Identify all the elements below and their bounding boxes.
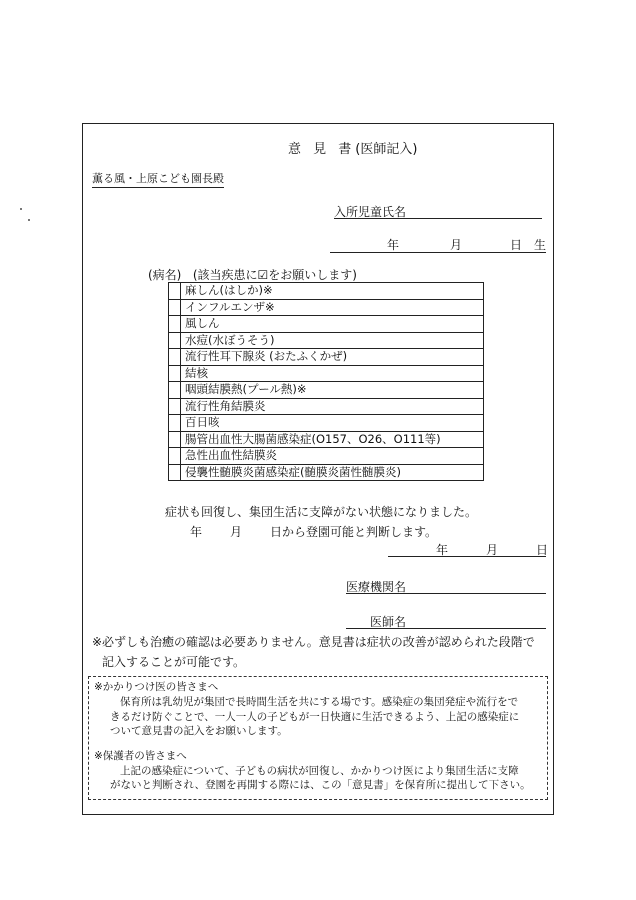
disease-checkbox[interactable] <box>169 464 181 481</box>
sign-day: 日 <box>536 543 549 557</box>
scan-dot <box>28 219 30 221</box>
scan-dot <box>20 208 22 210</box>
sign-month: 月 <box>486 543 499 557</box>
disease-row <box>169 332 484 349</box>
disease-row <box>169 382 484 399</box>
dob-line <box>330 252 546 253</box>
dob-suffix: 生 <box>534 238 547 252</box>
doctor-line-3: ついて意見書の記入をお願いします。 <box>110 725 288 737</box>
disease-name: 咽頭結膜熱(プール熱)※ <box>181 382 484 399</box>
child-name-label: 入所児童氏名 <box>334 205 407 219</box>
disease-checkbox[interactable] <box>169 283 181 300</box>
title-main: 意 見 書 <box>288 142 356 157</box>
disease-checkbox[interactable] <box>169 431 181 448</box>
disease-row <box>169 431 484 448</box>
disease-checkbox[interactable] <box>169 398 181 415</box>
disease-name: 風しん <box>181 316 484 333</box>
disease-row <box>169 398 484 415</box>
disease-checkbox[interactable] <box>169 332 181 349</box>
disease-name: 流行性角結膜炎 <box>181 398 484 415</box>
doctor-heading: ※かかりつけ医の皆さまへ <box>94 681 219 693</box>
sign-date-line <box>388 556 546 557</box>
disease-checkbox[interactable] <box>169 415 181 432</box>
disease-heading-label: (病名) <box>148 268 182 282</box>
disease-checkbox[interactable] <box>169 382 181 399</box>
disease-checkbox[interactable] <box>169 316 181 333</box>
disease-checkbox[interactable] <box>169 299 181 316</box>
doctor-line <box>346 628 546 629</box>
institution-label: 医療機関名 <box>346 580 407 594</box>
declaration-rest: 日から登園可能と判断します。 <box>270 525 438 539</box>
guardian-heading: ※保護者の皆さまへ <box>94 750 187 762</box>
disease-name: 急性出血性結膜炎 <box>181 448 484 465</box>
guardian-line-2: がないと判断され、登園を再開する際には、この「意見書」を保育所に提出して下さい。 <box>110 779 531 791</box>
disease-heading <box>148 266 357 283</box>
disease-name: 水痘(水ぼうそう) <box>181 332 484 349</box>
sign-year: 年 <box>436 543 449 557</box>
form-title <box>288 138 417 157</box>
disease-row <box>169 448 484 465</box>
disease-row <box>169 299 484 316</box>
addressee: 薫る風・上原こども園長殿 <box>92 170 224 188</box>
disease-table <box>168 282 484 481</box>
guardian-line-1: 上記の感染症について、子どもの病状が回復し、かかりつけ医により集団生活に支障 <box>120 765 519 777</box>
disease-instruction: (該当疾患に☑をお願いします) <box>192 268 357 282</box>
disease-checkbox[interactable] <box>169 349 181 366</box>
title-sub: (医師記入) <box>355 142 418 157</box>
institution-line <box>346 593 546 594</box>
dob-month: 月 <box>450 238 463 252</box>
disease-name: インフルエンザ※ <box>181 299 484 316</box>
disease-row <box>169 283 484 300</box>
disease-row <box>169 365 484 382</box>
note-line2: 記入することが可能です。 <box>102 655 246 669</box>
declaration-line1: 症状も回復し、集団生活に支障がない状態になりました。 <box>165 505 478 519</box>
disease-name: 流行性耳下腺炎 (おたふくかぜ) <box>181 349 484 366</box>
disease-checkbox[interactable] <box>169 365 181 382</box>
disease-row <box>169 464 484 481</box>
disease-row <box>169 415 484 432</box>
disease-row <box>169 349 484 366</box>
disease-checkbox[interactable] <box>169 448 181 465</box>
disease-name: 百日咳 <box>181 415 484 432</box>
dob-day: 日 <box>510 238 523 252</box>
declaration-month: 月 <box>230 525 243 539</box>
child-name-line <box>334 218 542 219</box>
declaration-year: 年 <box>190 525 203 539</box>
disease-row <box>169 316 484 333</box>
disease-name: 結核 <box>181 365 484 382</box>
doctor-line-2: きるだけ防ぐことで、一人一人の子どもが一日快適に生活できるよう、上記の感染症に <box>110 711 520 723</box>
dob-year: 年 <box>387 238 400 252</box>
disease-name: 侵襲性髄膜炎菌感染症(髄膜炎菌性髄膜炎) <box>181 464 484 481</box>
disease-name: 腸管出血性大腸菌感染症(O157、O26、O111等) <box>181 431 484 448</box>
disease-name: 麻しん(はしか)※ <box>181 283 484 300</box>
doctor-line-1: 保育所は乳幼児が集団で長時間生活を共にする場です。感染症の集団発症や流行をで <box>120 696 519 708</box>
note-line1: ※必ずしも治癒の確認は必要ありません。意見書は症状の改善が認められた段階で <box>92 635 535 649</box>
doctor-label: 医師名 <box>370 615 407 629</box>
